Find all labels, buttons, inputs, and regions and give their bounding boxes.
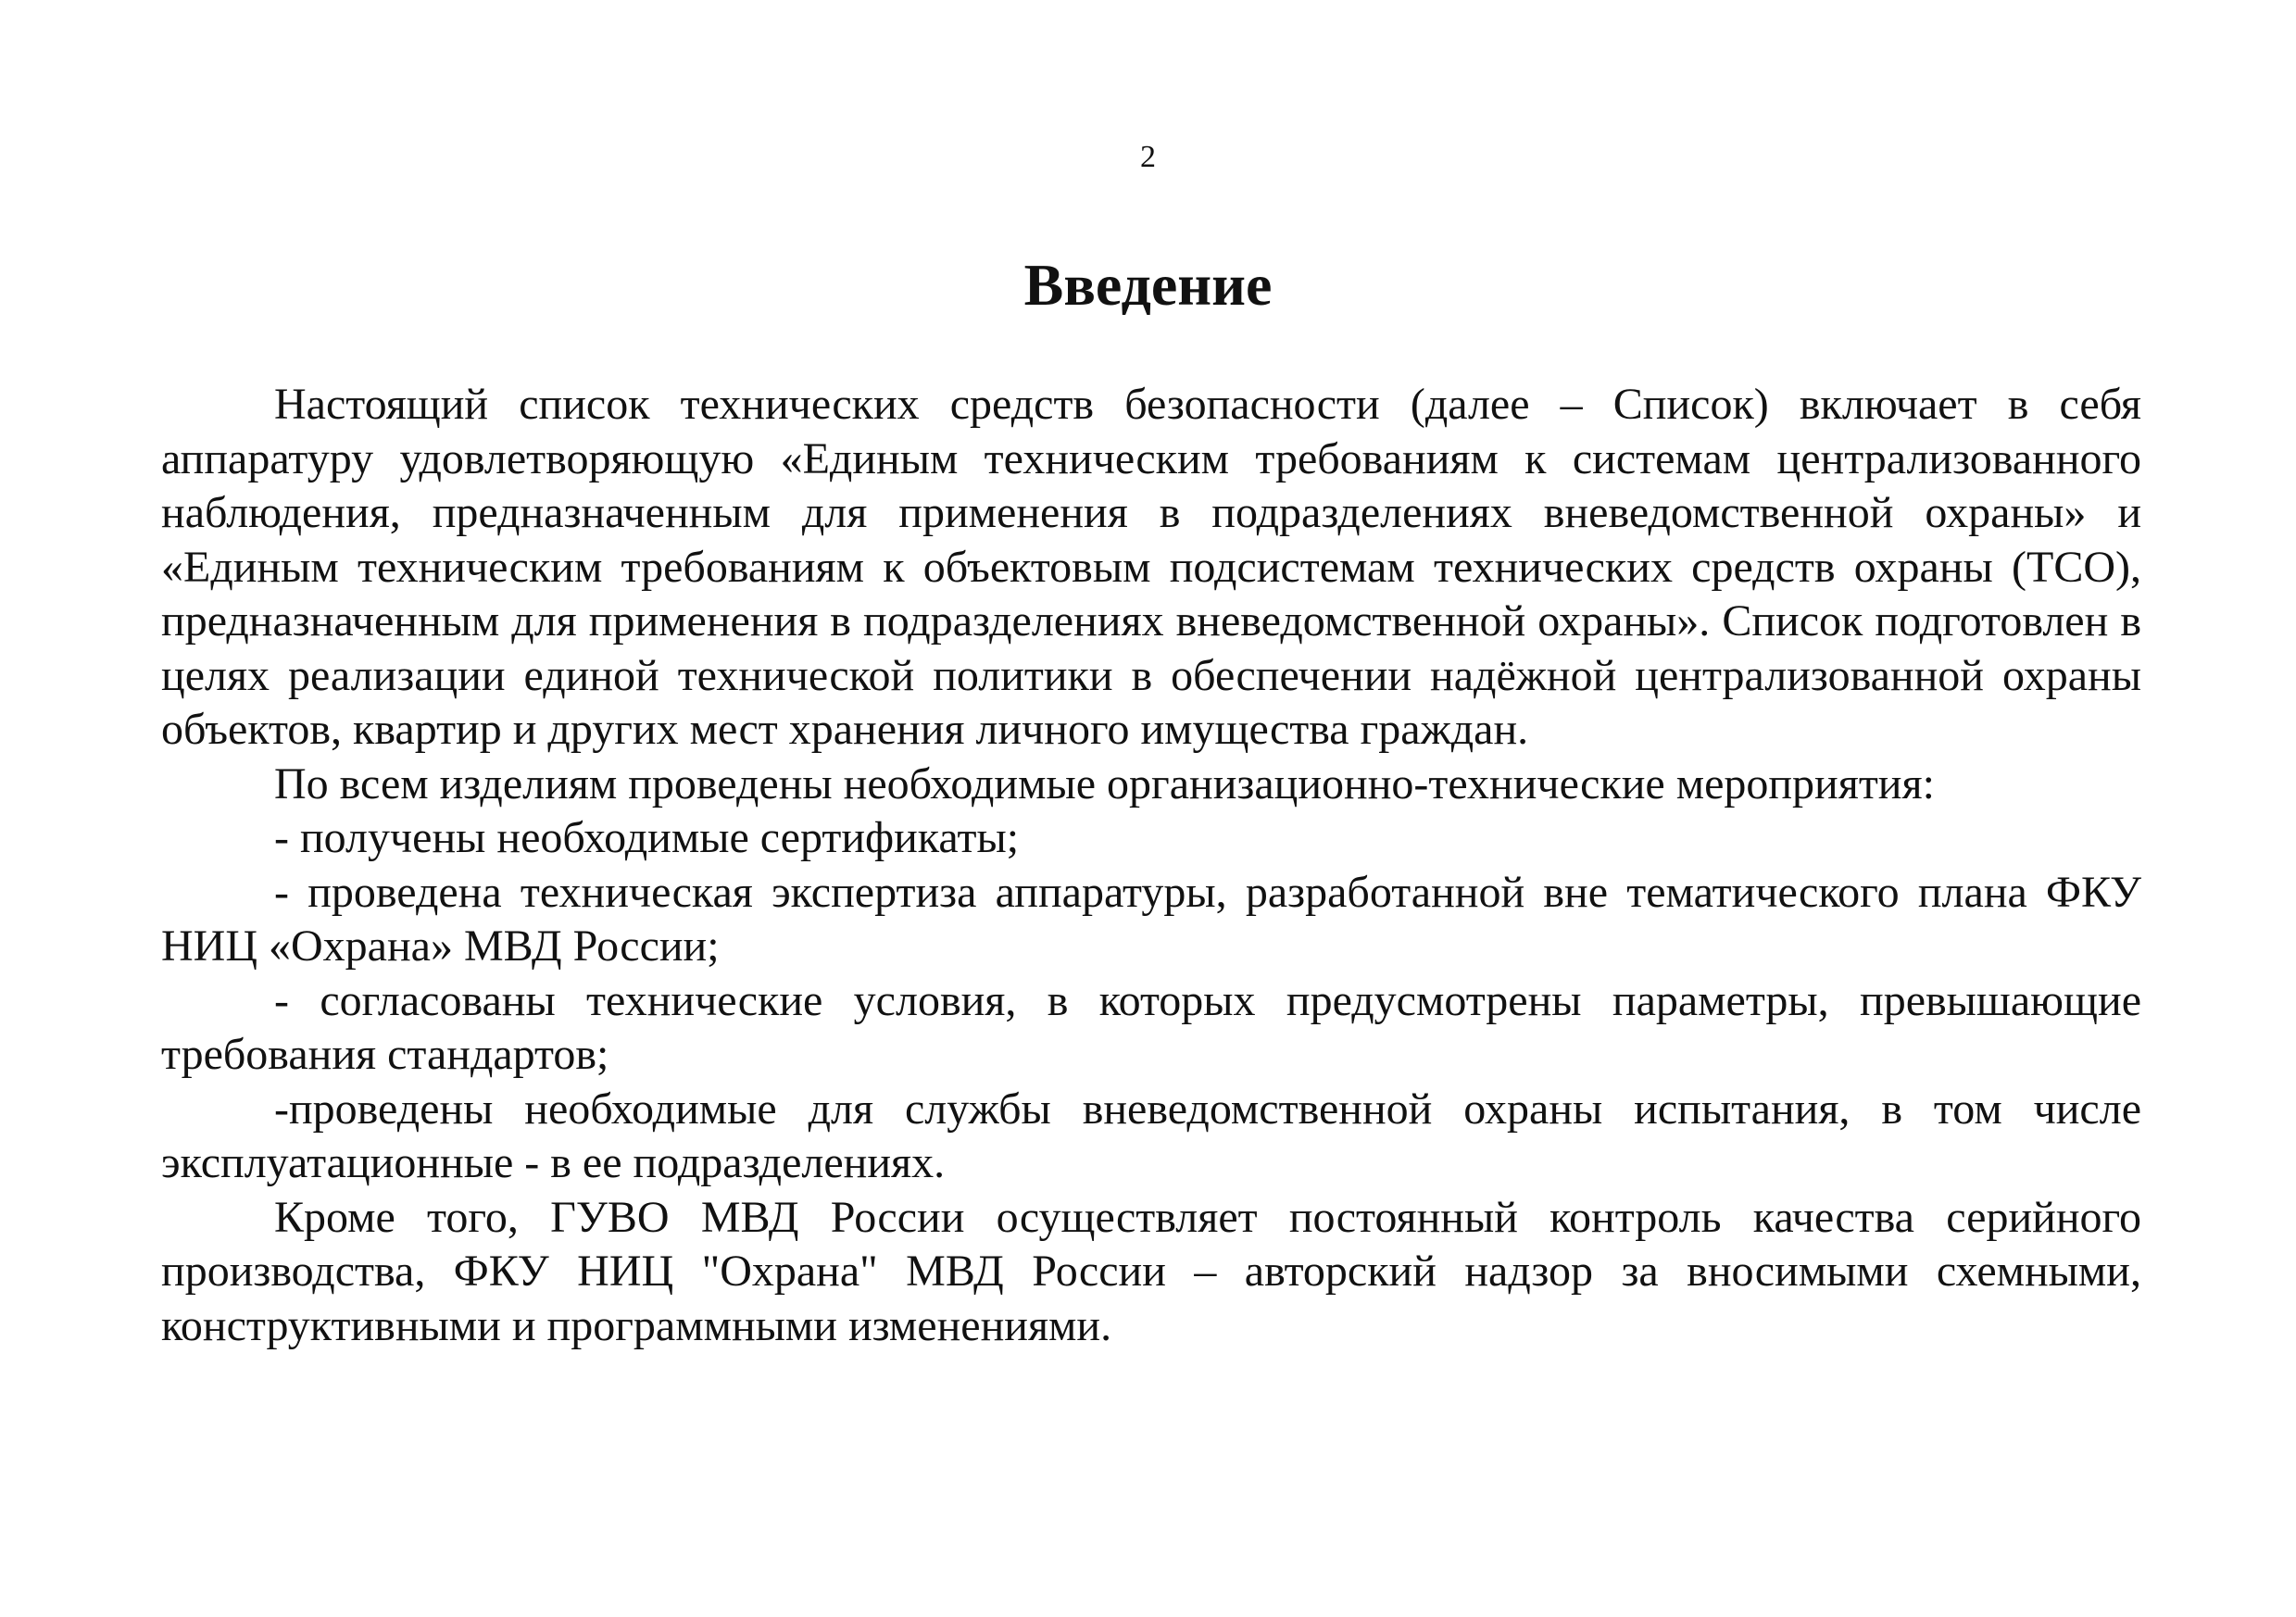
page-title: Введение <box>1023 252 1273 318</box>
body-text <box>161 378 2141 1353</box>
list-item-tests: -проведены необходимые для службы вневедомственной охраны испытания, в том числе эксплуатационные - в ее подразделениях. <box>161 1084 2141 1187</box>
paragraph-intro: Настоящий список технических средств безопасности (далее – Список) включает в себя аппаратуру удовлетворяющую «Единым техническим требованиям к системам централизованного наблюдения, предназначенным для применения в подразделениях вневедомственной охраны» и «Единым техническим требованиям к объектовым подсистемам технических средств охраны (ТСО), предназначенным для применения в подразделениях вневедомственной охраны». Список подготовлен в целях реализации единой технической политики в обеспечении надёжной централизованной охраны объектов, квартир и других мест хранения личного имущества граждан. <box>161 380 2141 754</box>
paragraph-quality-control: Кроме того, ГУВО МВД России осуществляет постоянный контроль качества серийного производства, ФКУ НИЦ "Охрана" МВД России – авторский надзор за вносимыми схемными, конструктивными и программными изменениями. <box>161 1192 2141 1350</box>
list-item-specifications: - согласованы технические условия, в которых предусмотрены параметры, превышающие требования стандартов; <box>161 975 2141 1079</box>
list-item-certificates: - получены необходимые сертификаты; <box>274 813 1020 862</box>
page-number: 2 <box>1140 140 1156 174</box>
list-item-expertise: - проведена техническая экспертиза аппаратуры, разработанной вне тематического плана ФКУ НИЦ «Охрана» МВД России; <box>161 867 2141 971</box>
paragraph-measures: По всем изделиям проведены необходимые организационно-технические мероприятия: <box>274 758 1935 808</box>
